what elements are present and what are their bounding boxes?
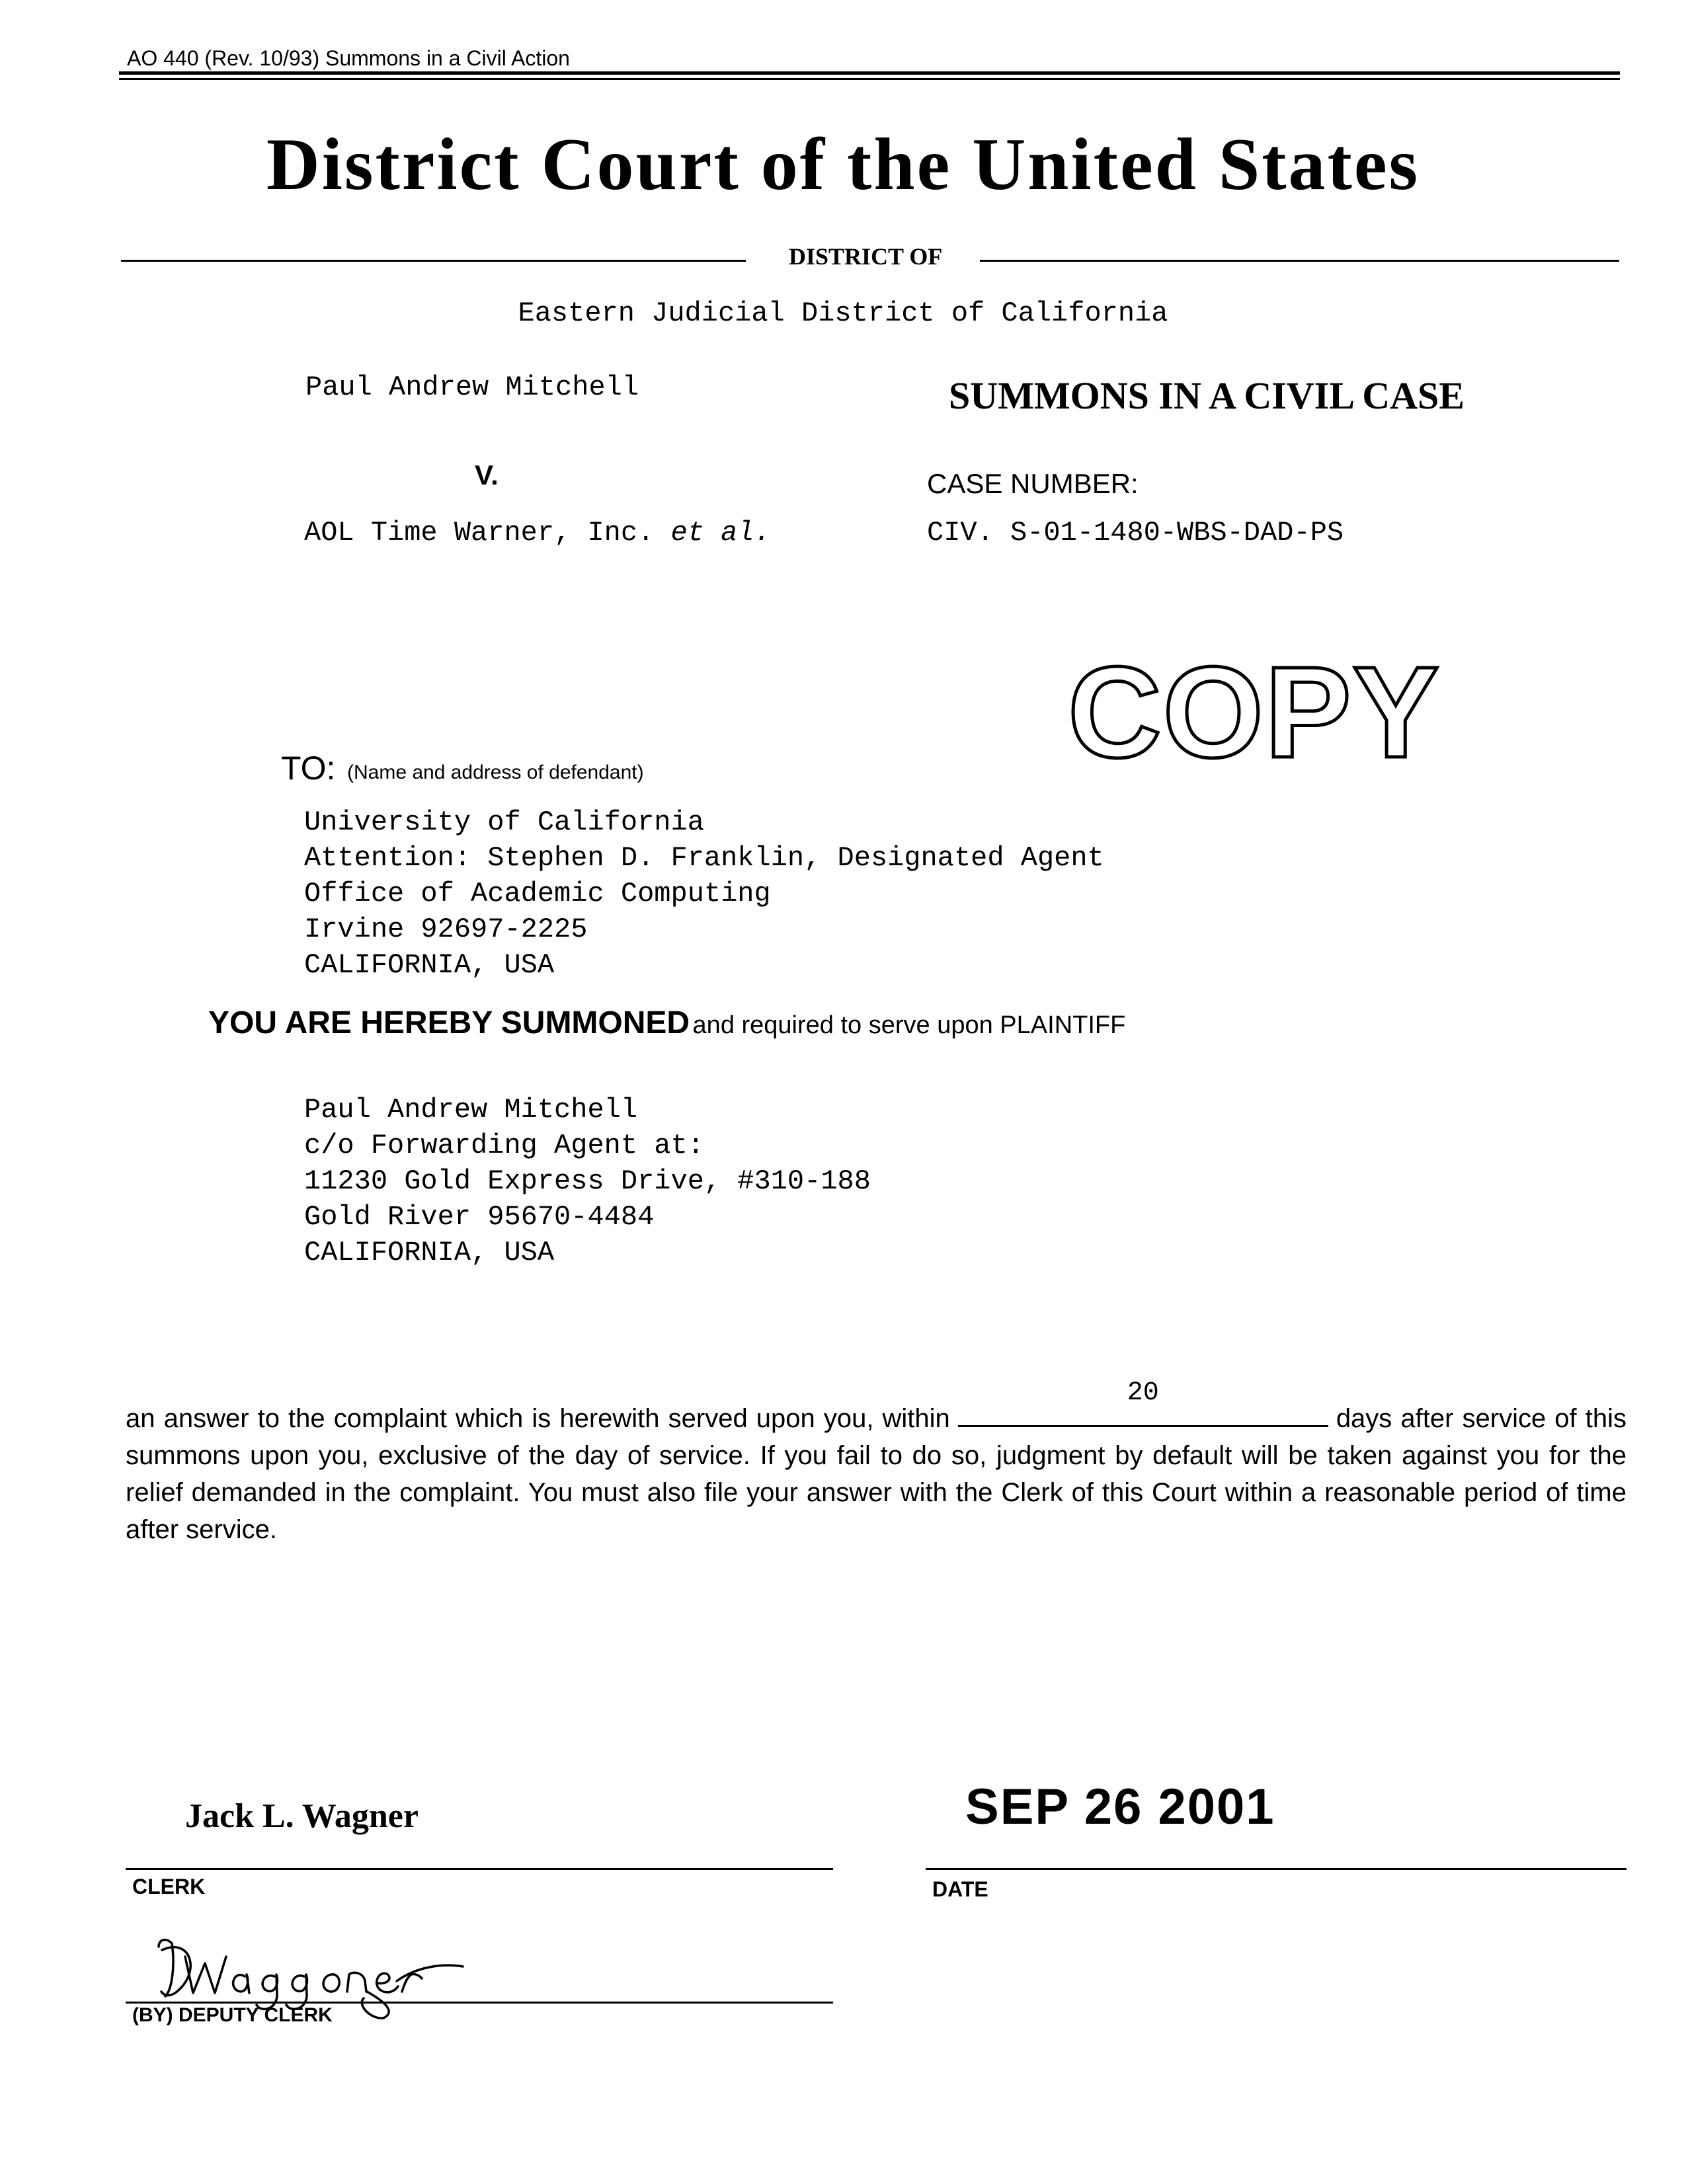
court-title: District Court of the United States (266, 124, 1420, 206)
form-identifier: AO 440 (Rev. 10/93) Summons in a Civil Action (127, 46, 570, 70)
clerk-label: CLERK (132, 1875, 206, 1898)
date-stamp: SEP 26 2001 (965, 1779, 1275, 1835)
to-hint: (Name and address of defendant) (347, 761, 644, 783)
copy-stamp: COPY (1068, 640, 1441, 785)
answer-paragraph (126, 1378, 1626, 1548)
plaintiff-address-line: Gold River 95670-4484 (304, 1201, 655, 1233)
deputy-signature-line (126, 2002, 833, 2004)
district-of-label: DISTRICT OF (789, 243, 943, 270)
header-rule-thin (119, 78, 1620, 80)
days-value: 20 (1127, 1378, 1159, 1408)
case-number: CIV. S-01-1480-WBS-DAD-PS (927, 517, 1344, 549)
plaintiff-address-line: CALIFORNIA, USA (304, 1237, 555, 1268)
recipient-address-line: CALIFORNIA, USA (304, 949, 555, 981)
recipient-address-line: Attention: Stephen D. Franklin, Designated Agent (304, 842, 1104, 874)
district-line-left (121, 260, 746, 262)
clerk-signature-line (126, 1868, 833, 1870)
summons-statement-bold: YOU ARE HEREBY SUMMONED (208, 1005, 690, 1040)
case-number-label: CASE NUMBER: (927, 468, 1139, 499)
date-label: DATE (932, 1877, 988, 1901)
clerk-name: Jack L. Wagner (185, 1797, 419, 1835)
district-name: Eastern Judicial District of California (518, 297, 1168, 329)
versus-label: V. (475, 459, 499, 490)
deputy-clerk-label: (BY) DEPUTY CLERK (132, 2004, 333, 2026)
answer-text-after: days after service of this summons upon you, exclusive of the day of service. If you fail to do so, judgment by default will be taken against you for the relief demanded in the complaint. You must also file your answer with the Clerk of this Court within a reasonable period of time after service. (126, 1404, 1626, 1544)
document-title: SUMMONS IN A CIVIL CASE (949, 374, 1465, 417)
recipient-address-line: Irvine 92697-2225 (304, 914, 588, 945)
district-line-right (980, 260, 1619, 262)
to-label: TO: (281, 750, 336, 787)
header-rule-thick (119, 71, 1620, 75)
defendant-suffix: et al. (670, 517, 771, 549)
plaintiff-address-line: 11230 Gold Express Drive, #310-188 (304, 1165, 871, 1197)
summons-statement-rest: and required to serve upon PLAINTIFF (692, 1011, 1126, 1039)
plaintiff-address-line: Paul Andrew Mitchell (304, 1094, 638, 1126)
defendant-main: AOL Time Warner, Inc. (304, 517, 655, 549)
plaintiff-name: Paul Andrew Mitchell (305, 371, 639, 403)
date-line (926, 1868, 1626, 1870)
summons-statement (208, 1005, 1125, 1041)
days-blank (958, 1378, 1328, 1427)
recipient-address-line: Office of Academic Computing (304, 878, 771, 910)
answer-text-before: an answer to the complaint which is herewith served upon you, within (126, 1404, 950, 1433)
defendant-name (304, 517, 771, 549)
recipient-address-line: University of California (304, 806, 704, 838)
plaintiff-address-line: c/o Forwarding Agent at: (304, 1130, 704, 1161)
